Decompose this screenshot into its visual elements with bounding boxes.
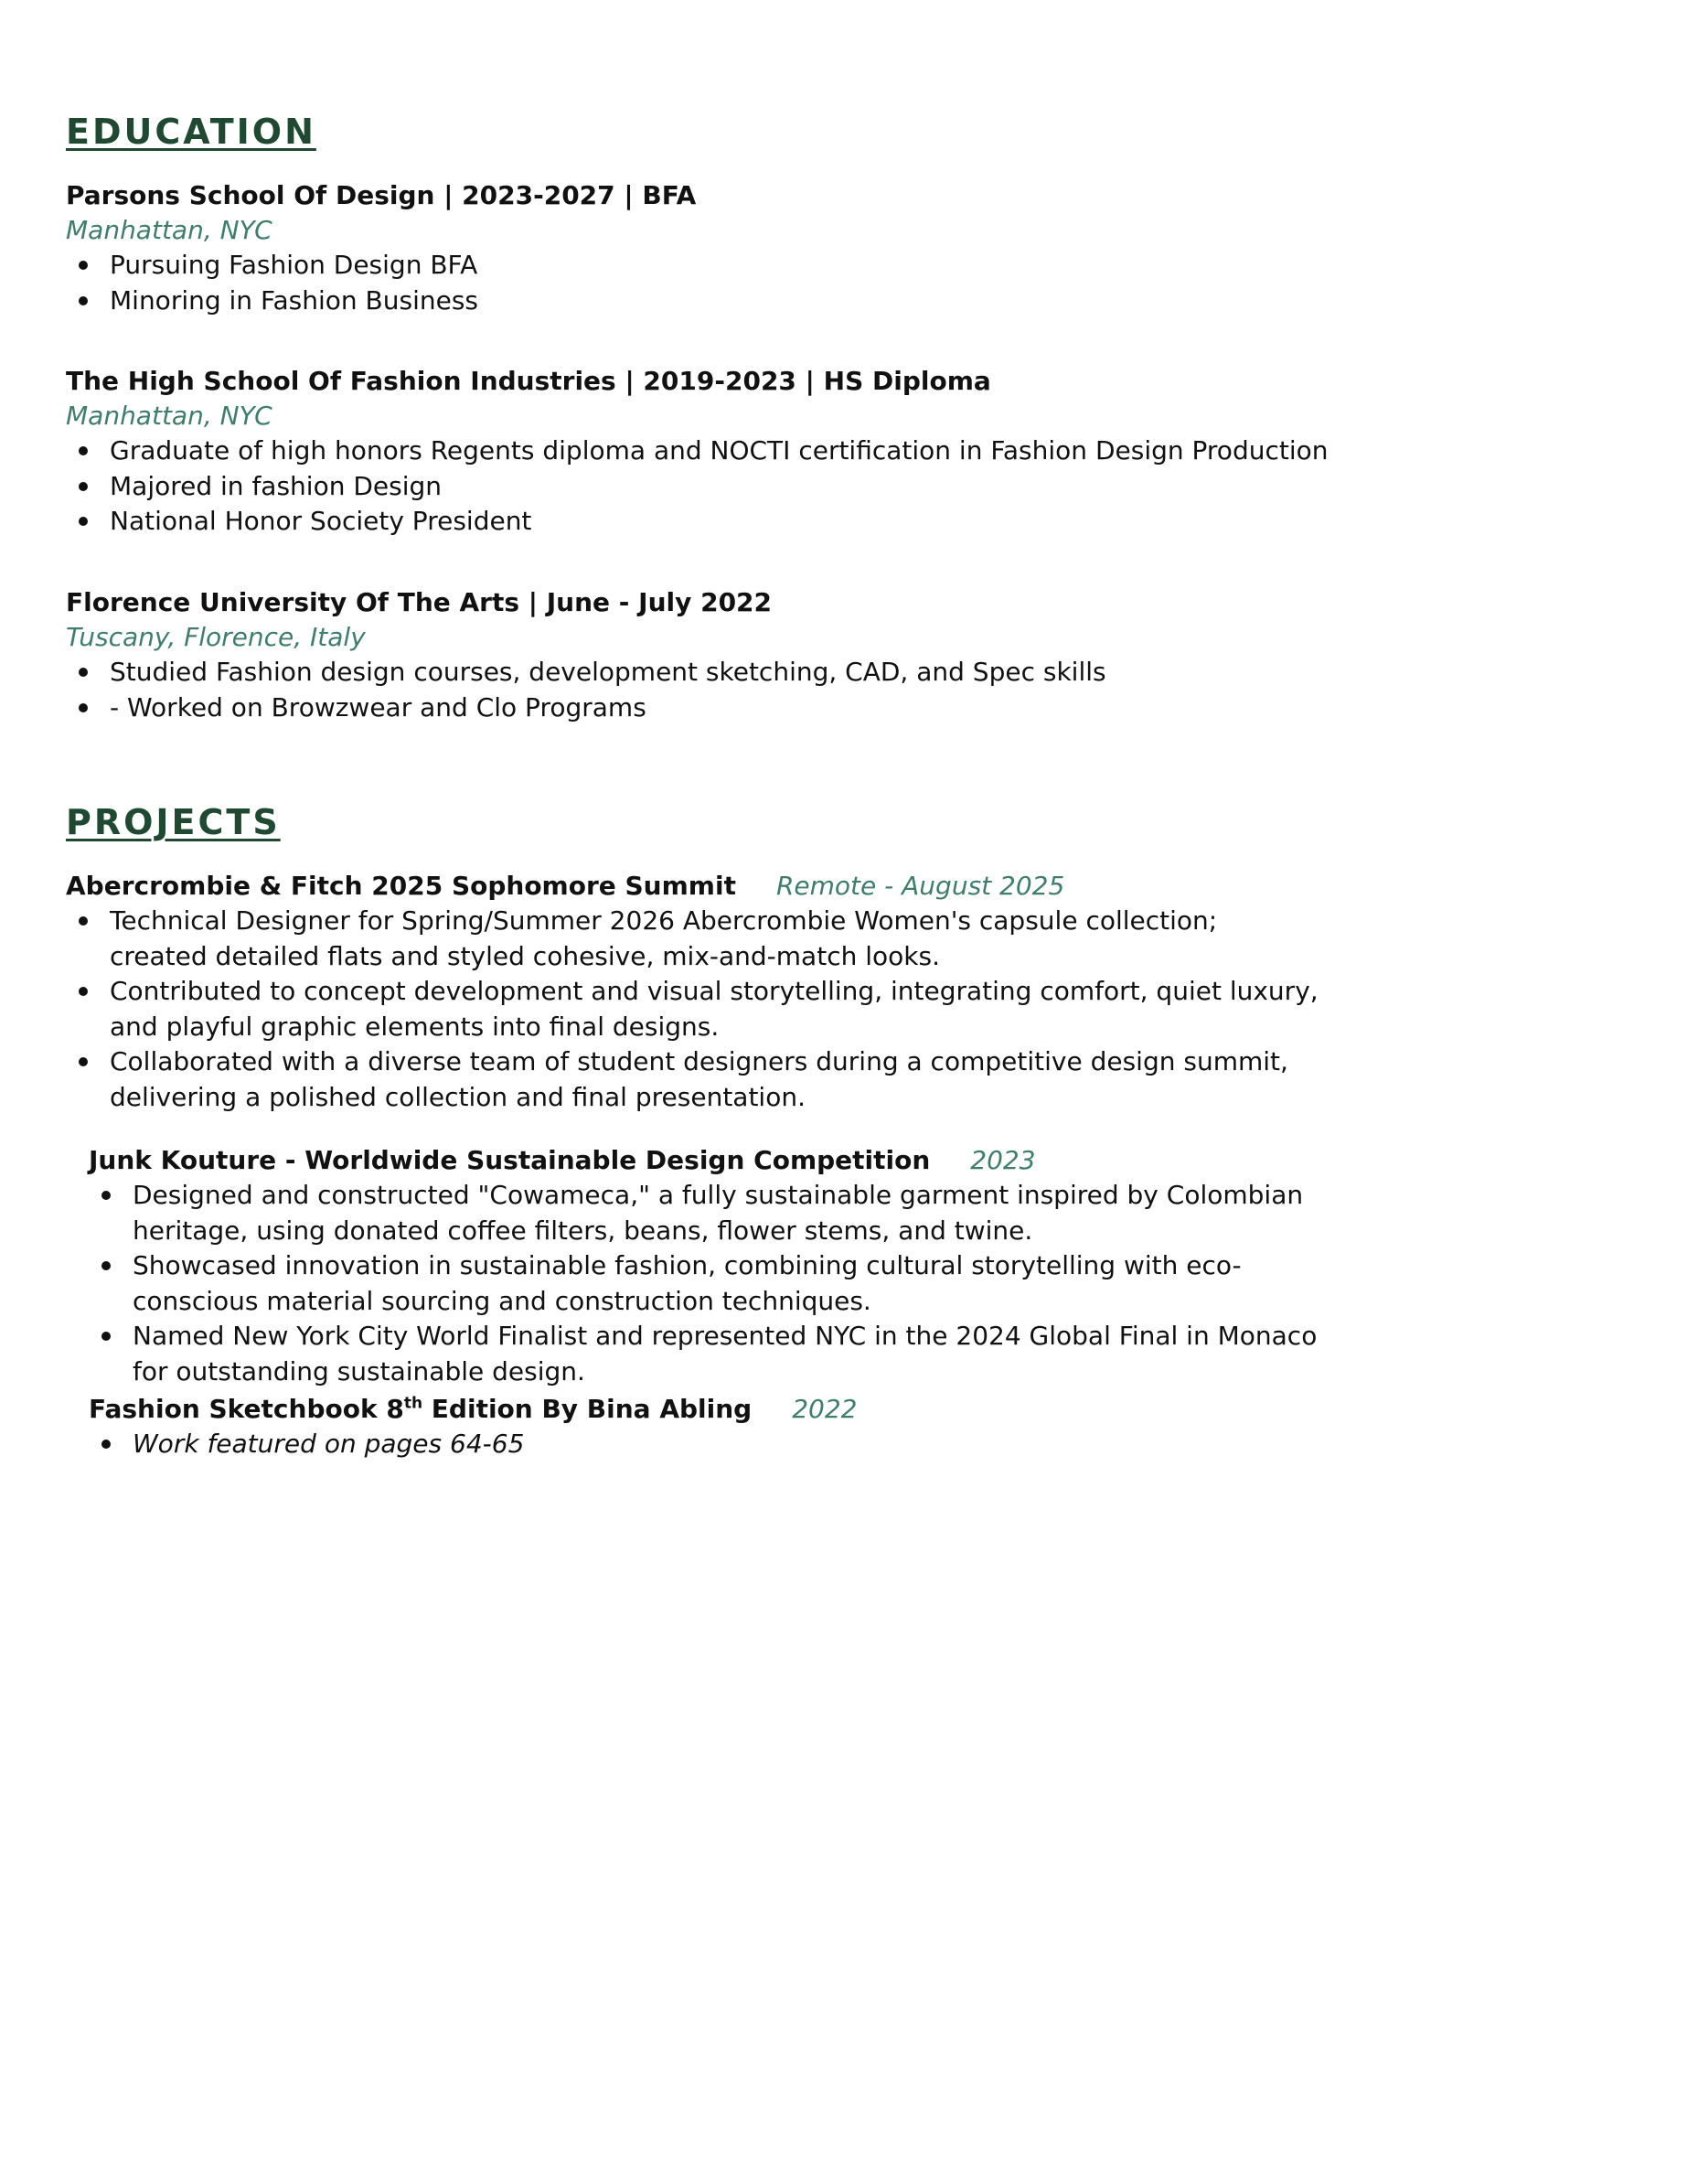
list-item: Work featured on pages 64-65 <box>89 1427 1369 1462</box>
entry-title: Fashion Sketchbook 8th Edition By Bina Abling 2022 <box>89 1394 858 1424</box>
project-entry-sketchbook <box>89 1392 1369 1462</box>
list-item: National Honor Society President <box>66 504 1346 540</box>
entry-date: 2023 <box>970 1145 1036 1175</box>
education-heading: EDUCATION <box>66 112 316 152</box>
project-entry-abercrombie <box>66 869 1346 1115</box>
entry-title: Junk Kouture - Worldwide Sustainable Design Competition 2023 <box>89 1145 1036 1175</box>
bullet-icon <box>101 1332 111 1341</box>
list-item: Contributed to concept development and visual storytelling, integrating comfort, quiet luxury, and playful graphic elements into final designs. <box>66 974 1319 1044</box>
entry-date: 2022 <box>792 1394 858 1424</box>
entry-title: Abercrombie & Fitch 2025 Sophomore Summit Remote - August 2025 <box>66 871 1065 901</box>
list-item: - Worked on Browzwear and Clo Programs <box>66 691 1346 726</box>
bullet-icon <box>79 668 88 677</box>
entry-location: Manhattan, NYC <box>66 215 272 245</box>
list-item: Pursuing Fashion Design BFA <box>66 248 1346 284</box>
entry-location: Tuscany, Florence, Italy <box>66 622 366 652</box>
list-item: Studied Fashion design courses, development sketching, CAD, and Spec skills <box>66 655 1346 691</box>
projects-heading: PROJECTS <box>66 802 281 842</box>
bullet-list <box>66 434 1346 540</box>
bullet-list <box>89 1427 1369 1462</box>
bullet-icon <box>101 1261 111 1270</box>
bullet-icon <box>79 261 88 270</box>
bullet-list <box>66 655 1346 725</box>
bullet-icon <box>79 482 88 491</box>
list-item: Graduate of high honors Regents diploma and NOCTI certification in Fashion Design Production <box>66 434 1346 469</box>
education-entry-parsons <box>66 178 1346 318</box>
bullet-icon <box>79 296 88 305</box>
bullet-list <box>89 1178 1341 1389</box>
bullet-icon <box>79 446 88 455</box>
list-item: Technical Designer for Spring/Summer 2026 Abercrombie Women's capsule collection; created detailed flats and styled cohesive, mix-and-match looks. <box>66 904 1319 974</box>
bullet-icon <box>101 1191 111 1200</box>
list-item: Designed and constructed "Cowameca," a fully sustainable garment inspired by Colombian heritage, using donated coffee filters, beans, flower stems, and twine. <box>89 1178 1341 1248</box>
bullet-list <box>66 248 1346 318</box>
bullet-icon <box>79 1057 88 1066</box>
list-item: Majored in fashion Design <box>66 469 1346 505</box>
list-item: Minoring in Fashion Business <box>66 284 1346 319</box>
entry-title: The High School Of Fashion Industries | 2019-2023 | HS Diploma <box>66 366 991 396</box>
bullet-icon <box>79 987 88 996</box>
entry-title: Florence University Of The Arts | June - July 2022 <box>66 587 773 617</box>
education-entry-florence <box>66 585 1346 725</box>
education-entry-hsfi <box>66 364 1346 540</box>
bullet-icon <box>79 517 88 526</box>
project-entry-junk-kouture <box>89 1143 1369 1389</box>
bullet-icon <box>101 1440 111 1449</box>
list-item: Collaborated with a diverse team of student designers during a competitive design summit, delivering a polished collection and final presentation. <box>66 1044 1319 1115</box>
bullet-list <box>66 904 1319 1115</box>
list-item: Named New York City World Finalist and represented NYC in the 2024 Global Final in Monaco for outstanding sustainable design. <box>89 1319 1341 1389</box>
entry-title: Parsons School Of Design | 2023-2027 | BFA <box>66 180 697 210</box>
entry-location: Manhattan, NYC <box>66 401 272 431</box>
bullet-icon <box>79 703 88 712</box>
entry-date: Remote - August 2025 <box>775 871 1065 901</box>
bullet-icon <box>79 916 88 926</box>
list-item: Showcased innovation in sustainable fashion, combining cultural storytelling with eco-conscious material sourcing and construction techniques. <box>89 1248 1341 1319</box>
